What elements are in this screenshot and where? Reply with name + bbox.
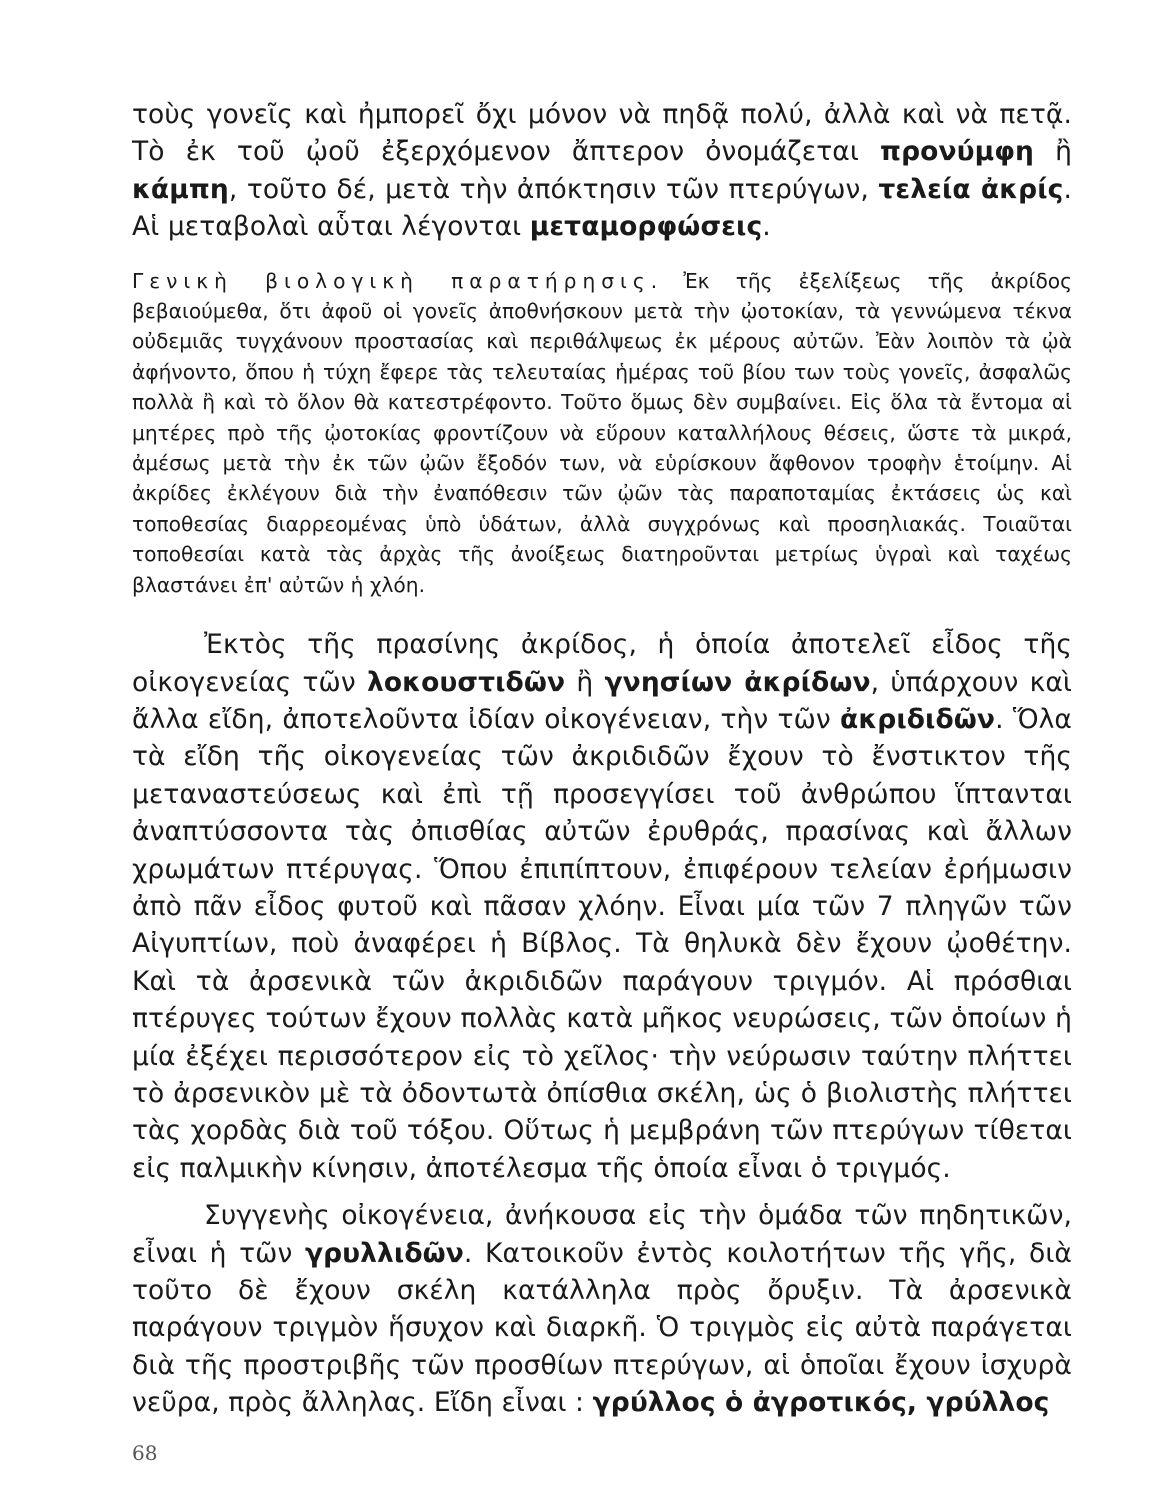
page-number: 68	[132, 1441, 158, 1465]
term-akrididon: ἀκριδιδῶν	[840, 703, 996, 735]
text-run: . Ἐκ τῆς ἐξελίξεως τῆς ἀκρίδος βεβαιούμεθα, ὅτι ἀφοῦ οἱ γονεῖς ἀποθνήσκουν μετὰ τὴν ᾠοτοκίαν, τὰ γεννώμενα τέκνα οὐδεμιᾶς τυγχάνουν προστασίας καὶ περιθάλψεως ἐκ μέρους αὐτῶν. Ἐὰν λοιπὸν τὰ ᾠὰ ἀφήνοντο, ὅπου ἡ τύχη ἔφερε τὰς τελευταίας ἡμέρας τοῦ βίου των τοὺς γονεῖς, ἀσφαλῶς πολλὰ ἢ καὶ τὸ ὅλον θὰ κατεστρέφοντο. Τοῦτο ὅμως δὲν συμβαίνει. Εἰς ὅλα τὰ ἔντομα αἱ μητέρες πρὸ τῆς ᾠοτοκίας φροντίζουν νὰ εὕρουν καταλλήλους θέσεις, ὥστε τὰ μικρά, ἀμέσως μετὰ τὴν ἐκ τῶν ᾠῶν ἔξοδόν των, νὰ εὑρίσκουν ἄφθονον τροφὴν ἑτοίμην. Αἱ ἀκρίδες ἐκλέγουν διὰ τὴν ἐναπόθεσιν τῶν ᾠῶν τὰς παραποταμίας ἐκτάσεις ὡς καὶ τοποθεσίας διαρρεομένας ὑπὸ ὑδάτων, ἀλλὰ συγχρόνως καὶ προσηλιακάς. Τοιαῦται τοποθεσίαι κατὰ τὰς ἀρχὰς τῆς ἀνοίξεως διατηροῦνται μετρίως ὑγραὶ καὶ ταχέως βλαστάνει ἐπ' αὐτῶν ἡ χλόη.	[132, 268, 1072, 597]
term-kampi: κάμπη	[132, 173, 229, 205]
text-run: . Αἱ μεταβολαὶ αὗται λέγονται	[132, 173, 1072, 243]
paragraph-biological-observation	[132, 266, 1072, 600]
term-gryllidon: γρυλλιδῶν	[304, 1237, 464, 1269]
text-run: , τοῦτο δέ, μετὰ τὴν ἀπόκτησιν τῶν πτερύγων,	[228, 173, 879, 205]
text-run: . Κατοικοῦν ἐντὸς κοιλοτήτων τῆς γῆς, διὰ τοῦτο δὲ ἔχουν σκέλη κατάλληλα πρὸς ὄρυξιν. Τὰ ἀρσενικὰ παράγουν τριγμὸν ἥσυχον καὶ διαρκῆ. Ὁ τριγμὸς εἰς αὐτὰ παράγεται διὰ τῆς προστριβῆς τῶν προσθίων πτερύγων, αἱ ὁποῖαι ἔχουν ἰσχυρὰ νεῦρα, πρὸς ἄλληλας. Εἴδη εἶναι :	[132, 1237, 1072, 1419]
term-metamorfoseis: μεταμορφώσεις	[529, 211, 763, 243]
text-run: ἢ	[1034, 136, 1073, 168]
paragraph-metamorphosis	[132, 96, 1072, 246]
text-run: τοὺς γονεῖς καὶ ἠμπορεῖ ὄχι μόνον νὰ πηδᾷ πολύ, ἀλλὰ καὶ νὰ πετᾷ. Τὸ ἐκ τοῦ ᾠοῦ ἐξερχόμενον ἄπτερον ὀνομάζεται	[132, 99, 1072, 168]
text-run: ἢ	[565, 666, 605, 698]
text-run: Ἐκτὸς τῆς πρασίνης ἀκρίδος, ἡ ὁποία ἀποτελεῖ εἶδος τῆς οἰκογενείας τῶν	[132, 629, 1072, 698]
term-pronymfi: προνύμφη	[880, 136, 1035, 168]
term-gryllos-agrotikos: γρύλλος ὁ ἀγροτικός, γρύλλος	[592, 1387, 1050, 1419]
text-run: . Ὅλα τὰ εἴδη τῆς οἰκογενείας τῶν ἀκριδιδῶν ἔχουν τὸ ἔνστικτον τῆς μεταναστεύσεως καὶ ἐπὶ τῇ προσεγγίσει τοῦ ἀνθρώπου ἵπτανται ἀναπτύσσοντα τὰς ὀπισθίας αὐτῶν ἐρυθράς, πρασίνας καὶ ἄλλων χρωμάτων πτέρυγας. Ὅπου ἐπιπίπτουν, ἐπιφέρουν τελείαν ἐρήμωσιν ἀπὸ πᾶν εἶδος φυτοῦ καὶ πᾶσαν χλόην. Εἶναι μία τῶν 7 πληγῶν τῶν Αἰγυπτίων, ποὺ ἀναφέρει ἡ Βίβλος. Τὰ θηλυκὰ δὲν ἔχουν ᾠοθέτην. Καὶ τὰ ἀρσενικὰ τῶν ἀκριδιδῶν παράγουν τριγμόν. Αἱ πρόσθιαι πτέρυγες τούτων ἔχουν πολλὰς κατὰ μῆκος νευρώσεις, τῶν ὁποίων ἡ μία ἐξέχει περισσότερον εἰς τὸ χεῖλος· τὴν νεύρωσιν ταύτην πλήττει τὸ ἀρσενικὸν μὲ τὰ ὀδοντωτὰ ὀπίσθια σκέλη, ὡς ὁ βιολιστὴς πλήττει τὰς χορδὰς διὰ τοῦ τόξου. Οὕτως ἡ μεμβράνη τῶν πτερύγων τίθεται εἰς παλμικὴν κίνησιν, ἀποτέλεσμα τῆς ὁποία εἶναι ὁ τριγμός.	[132, 703, 1072, 1184]
paragraph-gryllidon	[132, 1197, 1072, 1421]
paragraph-akrididon	[132, 626, 1072, 1187]
text-run: Συγγενὴς οἰκογένεια, ἀνήκουσα εἰς τὴν ὁμάδα τῶν πηδητικῶν, εἶναι ἡ τῶν	[132, 1200, 1072, 1269]
page-body	[132, 96, 1072, 1422]
text-run: , ὑπάρχουν καὶ ἄλλα εἴδη, ἀποτελοῦντα ἰδίαν οἰκογένειαν, τὴν τῶν	[132, 666, 1072, 735]
term-gnision-akridon: γνησίων ἀκρίδων	[604, 666, 871, 698]
term-teleia-akris: τελεία ἀκρίς	[878, 173, 1064, 205]
observation-heading: Γενικὴ βιολογικὴ παρατήρησις	[132, 268, 651, 293]
term-lokoustidon: λοκουστιδῶν	[366, 666, 566, 698]
text-run: .	[762, 211, 771, 243]
